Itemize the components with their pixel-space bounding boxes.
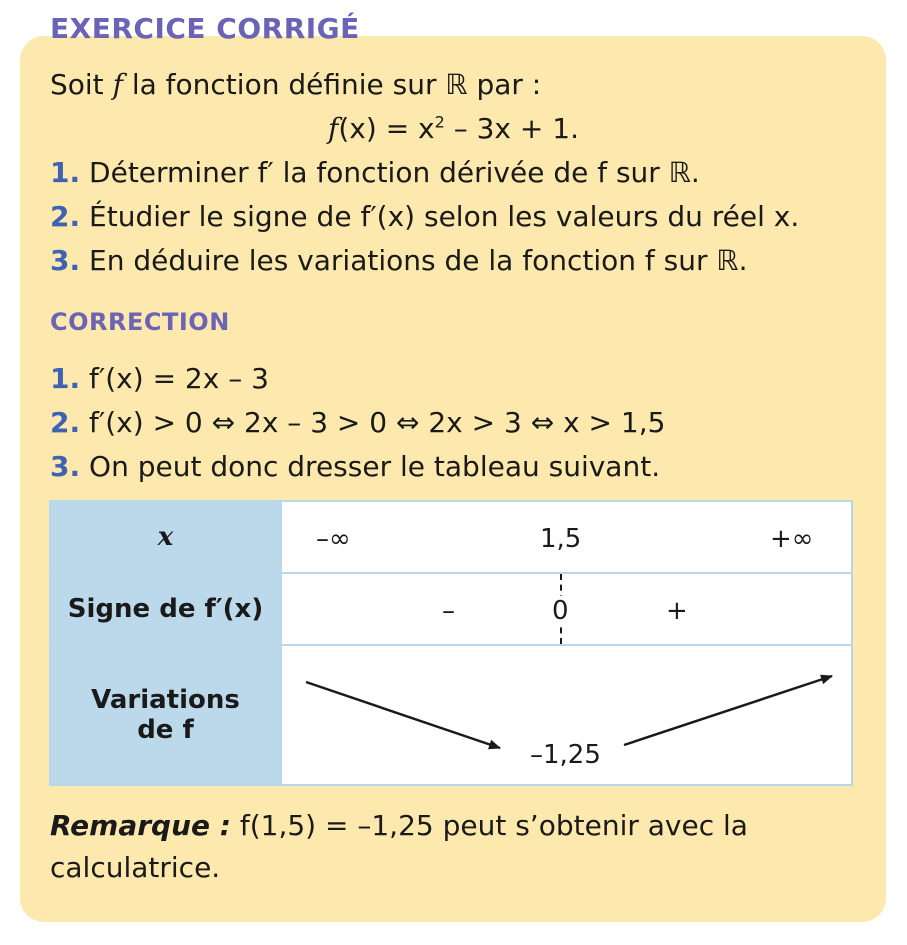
row-x-label: x — [157, 522, 174, 552]
row-sign-values — [281, 573, 852, 645]
exercise-intro — [50, 68, 541, 101]
question-text: Déterminer f′ la fonction dérivée de f sur ℝ. — [89, 156, 700, 189]
variation-table — [49, 500, 853, 786]
decreasing-arrow — [306, 682, 500, 748]
question-text: Étudier le signe de f′(x) selon les valeurs du réel x. — [89, 200, 800, 233]
intro-var: f — [112, 68, 123, 101]
formula-end: – 3x + 1. — [444, 112, 579, 145]
question-3 — [50, 244, 747, 277]
table-row-x — [50, 501, 852, 573]
correction-title: CORRECTION — [50, 308, 230, 336]
row-x-values — [281, 501, 852, 573]
answer-text: f′(x) = 2x – 3 — [89, 362, 269, 395]
answer-number: 3. — [50, 450, 81, 483]
intro-text-post: la fonction définie sur ℝ par : — [122, 68, 542, 101]
answer-1 — [50, 362, 269, 395]
sign-zero: 0 — [552, 596, 569, 626]
question-2 — [50, 200, 799, 233]
x-value-minus-infinity: –∞ — [316, 524, 351, 554]
formula-mid: (x) = x — [338, 112, 435, 145]
answer-2 — [50, 406, 665, 439]
answer-text: On peut donc dresser le tableau suivant. — [89, 450, 661, 483]
sign-positive: + — [666, 596, 688, 626]
remark — [50, 805, 850, 889]
question-number: 1. — [50, 156, 81, 189]
remark-text: f(1,5) = –1,25 peut s’obtenir avec la calculatrice. — [50, 809, 748, 884]
variations-label-line1: Variations — [91, 685, 240, 715]
question-number: 2. — [50, 200, 81, 233]
minimum-value: –1,25 — [530, 740, 601, 770]
question-number: 3. — [50, 244, 81, 277]
intro-text-pre: Soit — [50, 68, 113, 101]
row-x-header — [50, 501, 281, 573]
remark-label: Remarque : — [50, 809, 231, 842]
answer-3 — [50, 450, 660, 483]
x-value-critical: 1,5 — [540, 524, 582, 554]
question-text: En déduire les variations de la fonction f sur ℝ. — [89, 244, 748, 277]
answer-number: 1. — [50, 362, 81, 395]
row-sign-header: Signe de f′(x) — [50, 573, 281, 645]
row-variations-header — [50, 645, 281, 785]
formula-exponent: 2 — [434, 112, 445, 132]
answer-number: 2. — [50, 406, 81, 439]
question-1 — [50, 156, 700, 189]
table-row-variations — [50, 645, 852, 785]
formula-f: f — [328, 112, 339, 145]
sign-negative: – — [442, 596, 455, 626]
increasing-arrow — [624, 676, 832, 745]
answer-text: f′(x) > 0 ⇔ 2x – 3 > 0 ⇔ 2x > 3 ⇔ x > 1,5 — [89, 406, 666, 439]
x-value-plus-infinity: +∞ — [770, 524, 814, 554]
row-variations-values — [281, 645, 852, 785]
exercise-title: EXERCICE CORRIGÉ — [50, 12, 360, 45]
variations-label-line2: de f — [137, 715, 194, 745]
function-formula — [0, 112, 907, 145]
table-row-sign — [50, 573, 852, 645]
